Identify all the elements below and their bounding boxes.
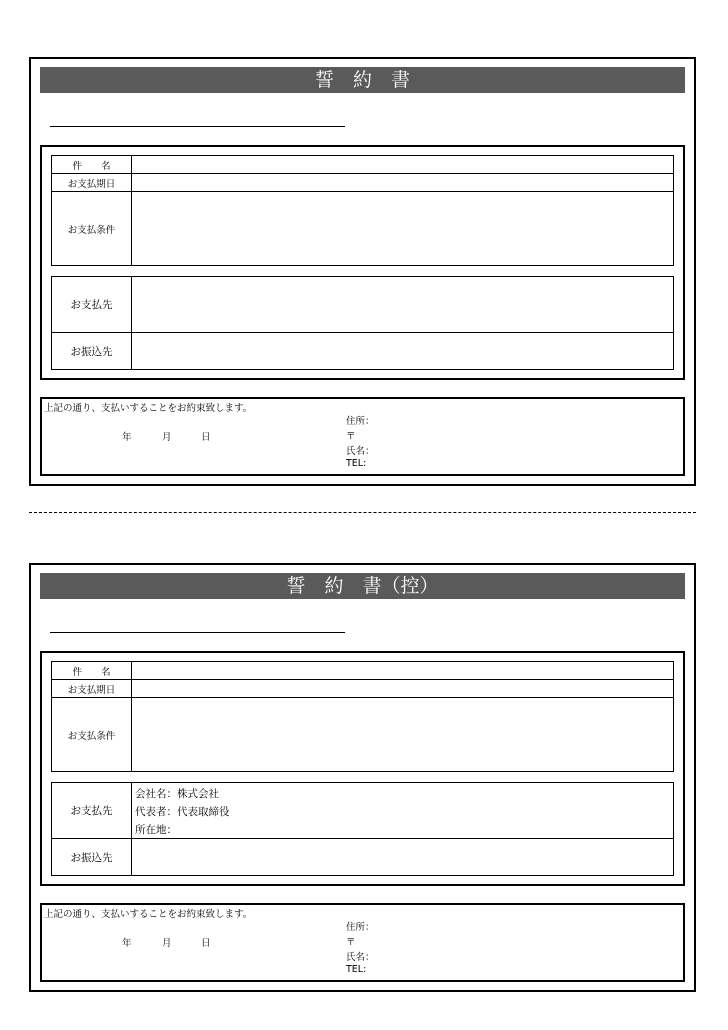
transfer-label: お振込先 xyxy=(51,838,132,876)
date-day: 日 xyxy=(201,432,211,443)
cut-line xyxy=(29,512,696,513)
pledge-statement: 上記の通り、支払いすることをお約束致します。 xyxy=(44,403,253,414)
form-title: 誓 約 書 xyxy=(40,67,685,93)
pledge-statement: 上記の通り、支払いすることをお約束致します。 xyxy=(44,909,253,920)
subject-field[interactable] xyxy=(131,155,674,174)
date-day: 日 xyxy=(201,938,211,949)
address-label: 住所： xyxy=(346,922,375,933)
conditions-label: お支払条件 xyxy=(51,191,132,266)
address-label: 住所： xyxy=(346,416,375,427)
due-date-field[interactable] xyxy=(131,679,674,698)
payee-label: お支払先 xyxy=(51,782,132,839)
tel-label: TEL: xyxy=(346,964,367,975)
payee-company: 会社名：株式会社 xyxy=(135,788,219,800)
date-year: 年 xyxy=(122,432,132,443)
tel-label: TEL: xyxy=(346,458,367,469)
transfer-field[interactable] xyxy=(131,332,674,370)
postal-mark: 〒 xyxy=(346,937,356,948)
recipient-line[interactable] xyxy=(50,126,345,127)
recipient-line-copy[interactable] xyxy=(50,632,345,633)
date-month: 月 xyxy=(162,432,172,443)
conditions-label: お支払条件 xyxy=(51,697,132,772)
postal-mark: 〒 xyxy=(346,431,356,442)
due-date-label: お支払期日 xyxy=(51,173,132,192)
name-label: 氏名： xyxy=(346,952,375,963)
transfer-label: お振込先 xyxy=(51,332,132,370)
date-year: 年 xyxy=(122,938,132,949)
payee-location: 所在地： xyxy=(135,824,177,836)
date-month: 月 xyxy=(162,938,172,949)
form-title-copy: 誓 約 書（控） xyxy=(40,573,685,599)
conditions-field[interactable] xyxy=(131,697,674,772)
payee-label: お支払先 xyxy=(51,276,132,333)
transfer-field[interactable] xyxy=(131,838,674,876)
payee-field[interactable] xyxy=(131,276,674,333)
due-date-label: お支払期日 xyxy=(51,679,132,698)
subject-label: 件 名 xyxy=(51,661,132,680)
conditions-field[interactable] xyxy=(131,191,674,266)
subject-field[interactable] xyxy=(131,661,674,680)
due-date-field[interactable] xyxy=(131,173,674,192)
payee-representative: 代表者：代表取締役 xyxy=(135,806,230,818)
subject-label: 件 名 xyxy=(51,155,132,174)
name-label: 氏名： xyxy=(346,446,375,457)
